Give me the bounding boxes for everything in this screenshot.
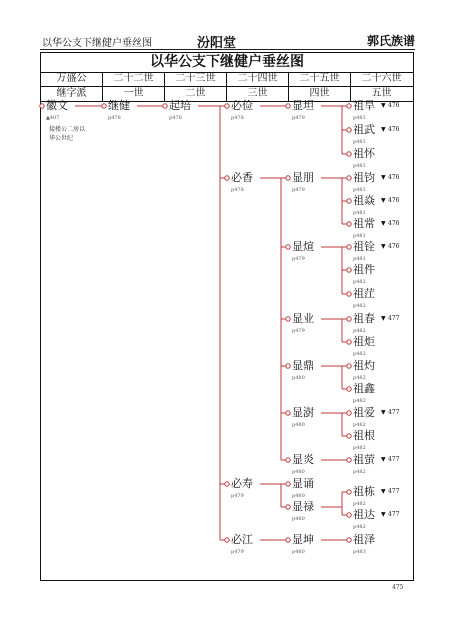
node-marker <box>286 364 290 368</box>
person-name: 祖达 <box>353 508 375 521</box>
chart-title: 以华公支下继健户垂丝图 <box>41 53 413 73</box>
person-name: 祖旱 <box>353 99 375 112</box>
person-name: 祖泽 <box>353 533 375 546</box>
node-marker <box>225 104 229 108</box>
node-marker <box>347 317 351 321</box>
note-line-1: 接楼公二房以 <box>49 126 86 133</box>
page-ref: p482 <box>353 279 366 285</box>
node-marker <box>347 268 351 272</box>
note-line-2: 华公世纪 <box>49 135 74 142</box>
node-marker <box>225 482 229 486</box>
person-name: 必香 <box>231 171 253 184</box>
page-ref: p481 <box>353 115 366 121</box>
ref-number: 477 <box>388 488 400 495</box>
page-ref: p482 <box>353 445 366 451</box>
node-marker <box>347 128 351 132</box>
person-name: 显澍 <box>292 406 314 419</box>
page-ref: p480 <box>292 375 305 381</box>
node-marker <box>347 387 351 391</box>
person-name: 祖茳 <box>353 287 375 300</box>
page-ref: p479 <box>292 328 305 334</box>
sub-cell-1: 一世 <box>103 87 165 101</box>
person-name: 祖钧 <box>353 171 375 184</box>
node-marker <box>40 104 44 108</box>
person-name: 祖鑫 <box>353 382 375 395</box>
person-name: 显鼎 <box>292 359 314 372</box>
node-marker <box>347 104 351 108</box>
header-right-title: 郭氏族谱 <box>366 34 415 48</box>
page-ref: p481 <box>353 187 366 193</box>
node-marker <box>286 104 290 108</box>
page-ref: p482 <box>353 469 366 475</box>
sub-cell-0: 继字派 <box>41 87 103 101</box>
ref-marker: ▼ <box>381 488 386 495</box>
node-marker <box>347 292 351 296</box>
ref-marker: ▼ <box>381 220 386 227</box>
gen-cell-2: 二十三世 <box>165 72 227 86</box>
page-ref: p483 <box>353 549 366 555</box>
page-ref: p480 <box>292 493 305 499</box>
gen-cell-5: 二十六世 <box>361 73 402 84</box>
page-ref: p481 <box>353 233 366 239</box>
node-marker <box>286 458 290 462</box>
node-marker <box>347 152 351 156</box>
page-ref: p481 <box>353 256 366 262</box>
person-name: 必寿 <box>231 477 253 490</box>
person-name: 起培 <box>169 99 191 112</box>
ref-marker: ▼ <box>381 315 386 322</box>
node-marker <box>286 411 290 415</box>
gen-cell-3: 二十四世 <box>227 72 289 86</box>
node-marker <box>347 411 351 415</box>
person-name: 显禄 <box>292 500 314 513</box>
person-name: 显坦 <box>292 99 314 112</box>
page-ref: p482 <box>353 524 366 530</box>
page-ref: p478 <box>231 115 244 121</box>
node-marker <box>225 176 229 180</box>
sub-cell-2: 二世 <box>165 87 227 101</box>
person-name: 祖焱 <box>353 194 375 207</box>
ref-marker: ▼ <box>381 174 386 181</box>
page-ref: p482 <box>353 398 366 404</box>
page-ref: p482 <box>353 351 366 357</box>
node-marker <box>286 538 290 542</box>
ref-marker: ▼ <box>381 102 386 109</box>
gen-cell-4: 二十五世 <box>289 72 351 86</box>
page-ref: p482 <box>353 422 366 428</box>
person-name: 显诵 <box>292 477 314 490</box>
page-ref: p480 <box>292 516 305 522</box>
node-marker <box>347 490 351 494</box>
sub-cell-4: 四世 <box>289 87 351 101</box>
ref-number: 477 <box>388 315 400 322</box>
person-name: 显朋 <box>292 171 314 184</box>
ref-number: 476 <box>388 220 400 227</box>
ref-number: 477 <box>388 511 400 518</box>
header-center-title: 汾阳堂 <box>197 36 237 51</box>
page-ref: p480 <box>292 422 305 428</box>
node-marker <box>347 222 351 226</box>
page-ref: p482 <box>353 375 366 381</box>
sub-cell-5: 五世 <box>371 88 392 99</box>
ref-marker: ▼ <box>381 456 386 463</box>
person-name: 显炎 <box>292 453 314 466</box>
sub-cell-3: 三世 <box>227 87 289 101</box>
node-marker <box>286 245 290 249</box>
person-name: 祖常 <box>353 217 375 230</box>
page-ref: p482 <box>353 501 366 507</box>
node-marker <box>347 538 351 542</box>
person-name: 显业 <box>292 312 314 325</box>
page-ref: p479 <box>292 256 305 262</box>
person-name: 必江 <box>231 533 253 546</box>
person-name: 继健 <box>108 99 130 112</box>
ref-marker: ▼ <box>381 409 386 416</box>
person-name: 祖春 <box>353 312 375 325</box>
node-marker <box>347 176 351 180</box>
page-ref: p479 <box>292 115 305 121</box>
page-ref: p481 <box>353 139 366 145</box>
node-marker <box>286 505 290 509</box>
person-name: 显煊 <box>292 240 314 253</box>
ref-number: 476 <box>388 126 400 133</box>
person-name: 祖武 <box>353 123 375 136</box>
node-marker <box>347 245 351 249</box>
person-note: ▲407 <box>46 115 60 121</box>
person-name: 祖爱 <box>353 406 375 419</box>
node-marker <box>286 317 290 321</box>
person-name: 祖铨 <box>353 240 375 253</box>
person-name: 祖根 <box>353 429 375 442</box>
ref-marker: ▼ <box>381 126 386 133</box>
ref-marker: ▼ <box>381 511 386 518</box>
node-marker <box>163 104 167 108</box>
node-marker <box>347 458 351 462</box>
page-ref: p478 <box>231 187 244 193</box>
page-ref: p479 <box>231 493 244 499</box>
person-name: 必俭 <box>231 99 253 112</box>
node-marker <box>347 340 351 344</box>
gen-cell-0: 万盛公 <box>41 72 103 86</box>
ref-marker: ▼ <box>381 197 386 204</box>
ref-number: 476 <box>388 243 400 250</box>
node-marker <box>286 176 290 180</box>
page-ref: p478 <box>108 115 121 121</box>
node-marker <box>225 538 229 542</box>
page-ref: p479 <box>231 549 244 555</box>
person-name: 祖怀 <box>353 147 375 160</box>
node-marker <box>347 513 351 517</box>
node-marker <box>286 482 290 486</box>
page-ref: p480 <box>292 469 305 475</box>
node-marker <box>347 364 351 368</box>
person-name: 祖萤 <box>353 453 375 466</box>
header-left-title: 以华公支下继健户垂丝图 <box>42 38 152 49</box>
person-name: 徽文 <box>46 99 68 112</box>
page-ref: p479 <box>292 187 305 193</box>
page-ref: p481 <box>353 163 366 169</box>
page-ref: p478 <box>169 115 182 121</box>
person-name: 祖炬 <box>353 335 375 348</box>
ref-marker: ▼ <box>381 243 386 250</box>
gen-cell-1: 二十二世 <box>103 72 165 86</box>
page-number: 475 <box>392 584 404 591</box>
page-ref: p482 <box>353 303 366 309</box>
ref-number: 477 <box>388 456 400 463</box>
node-marker <box>347 434 351 438</box>
page-ref: p481 <box>353 210 366 216</box>
node-marker <box>102 104 106 108</box>
ref-number: 476 <box>388 102 400 109</box>
page-ref: p480 <box>292 549 305 555</box>
node-marker <box>347 199 351 203</box>
person-name: 祖件 <box>353 263 375 276</box>
ref-number: 477 <box>388 409 400 416</box>
person-name: 祖灼 <box>353 359 375 372</box>
page-ref: p482 <box>353 328 366 334</box>
person-name: 显坤 <box>292 533 314 546</box>
ref-number: 476 <box>388 197 400 204</box>
person-name: 祖栋 <box>353 485 375 498</box>
ref-number: 476 <box>388 174 400 181</box>
